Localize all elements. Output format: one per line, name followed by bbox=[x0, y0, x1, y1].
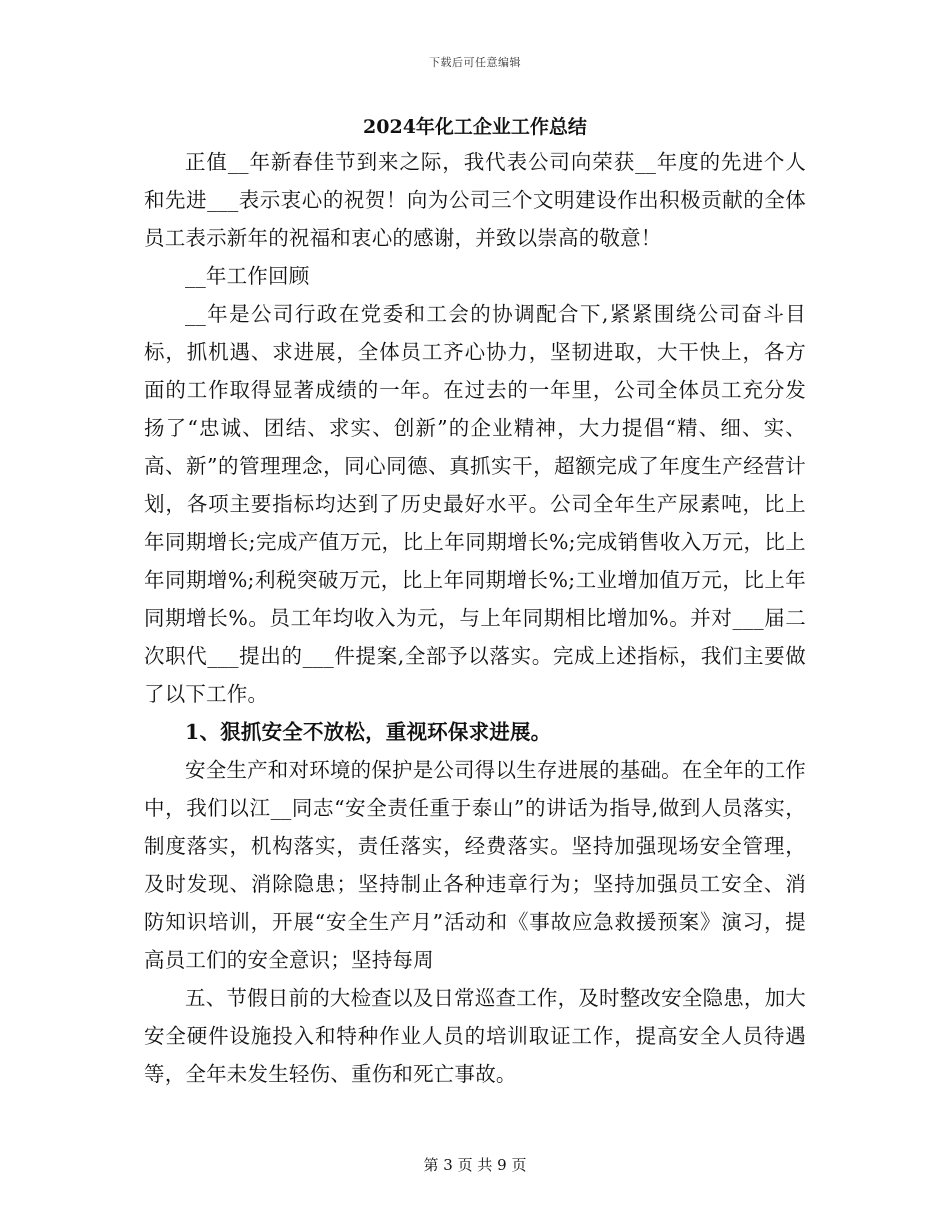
page-header-note: 下载后可任意编辑 bbox=[429, 56, 521, 69]
page-number: 第 3 页 共 9 页 bbox=[423, 1156, 527, 1174]
section-label-review: __年工作回顾 bbox=[185, 264, 310, 288]
paragraph-inspection: 五、节假日前的大检查以及日常巡查工作，及时整改安全隐患，加大安全硬件设施投入和特种作业人员的培训取证工作，提高安全人员待遇等，全年未发生轻伤、重伤和死亡事故。 bbox=[144, 986, 806, 1086]
document-title: 2024年化工企业工作总结 bbox=[363, 116, 587, 138]
paragraph-greeting: 正值__年新春佳节到来之际，我代表公司向荣获__年度的先进个人和先进___表示衷心的祝贺！向为公司三个文明建设作出积极贡献的全体员工表示新年的祝福和衷心的感谢，并致以崇高的敬意！ bbox=[144, 150, 806, 250]
paragraph-safety: 安全生产和对环境的保护是公司得以生存进展的基础。在全年的工作中，我们以江__同志“安全责任重于泰山”的讲话为指导,做到人员落实，制度落实，机构落实，责任落实，经费落实。坚持加强现场安全管理，及时发现、消除隐患；坚持制止各种违章行为；坚持加强员工安全、消防知识培训，开展“安全生产月”活动和《事故应急救援预案》演习，提高员工们的安全意识；坚持每周 bbox=[144, 758, 806, 972]
section-heading-safety: 1、狠抓安全不放松，重视环保求进展。 bbox=[185, 720, 552, 744]
paragraph-review: __年是公司行政在党委和工会的协调配合下,紧紧围绕公司奋斗目标，抓机遇、求进展，全体员工齐心协力，坚韧进取，大干快上，各方面的工作取得显著成绩的一年。在过去的一年里，公司全体员工充分发扬了“忠诚、团结、求实、创新”的企业精神，大力提倡“精、细、实、高、新”的管理理念，同心同德、真抓实干，超额完成了年度生产经营计划，各项主要指标均达到了历史最好水平。公司全年生产尿素吨，比上年同期增长;完成产值万元，比上年同期增长%;完成销售收入万元，比上年同期增%;利税突破万元，比上年同期增长%;工业增加值万元，比上年同期增长%。员工年均收入为元，与上年同期相比增加%。并对___届二次职代___提出的___件提案,全部予以落实。完成上述指标，我们主要做了以下工作。 bbox=[144, 302, 806, 706]
document-body bbox=[144, 111, 806, 1093]
